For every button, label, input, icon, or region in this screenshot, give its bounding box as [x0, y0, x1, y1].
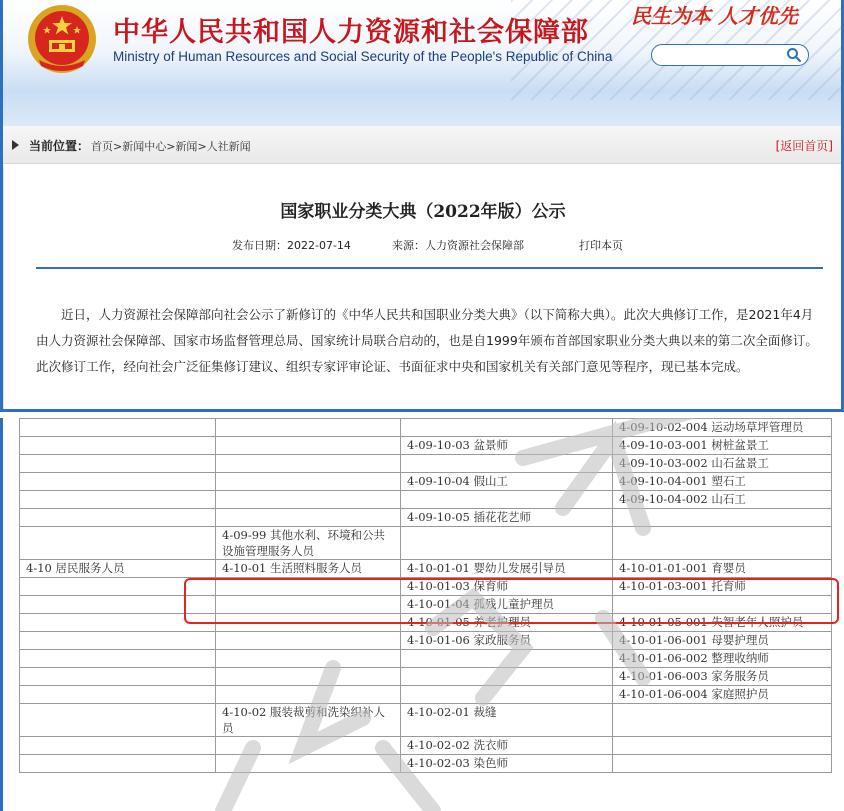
table-row — [20, 491, 832, 509]
table-row — [20, 755, 832, 773]
occupation-cell — [613, 596, 832, 614]
medium-group-cell — [216, 668, 401, 686]
major-group-cell — [20, 668, 216, 686]
table-row — [20, 509, 832, 527]
medium-group-cell — [216, 419, 401, 437]
site-banner — [3, 0, 841, 126]
occupation-cell: 4-10-01-06-003 家务服务员 — [613, 668, 832, 686]
occupation-cell: 4-09-10-02-004 运动场草坪管理员 — [613, 419, 832, 437]
major-group-cell — [20, 455, 216, 473]
table-row — [20, 632, 832, 650]
major-group-cell — [20, 737, 216, 755]
breadcrumb-separator: > — [166, 140, 176, 153]
medium-group-cell — [216, 650, 401, 668]
occupation-cell: 4-09-10-03-001 树桩盆景工 — [613, 437, 832, 455]
title-divider — [36, 267, 823, 269]
major-group-cell — [20, 632, 216, 650]
document-screenshot — [0, 418, 844, 811]
site-title-chinese: 中华人民共和国人力资源和社会保障部 — [113, 17, 589, 48]
medium-group-cell — [216, 491, 401, 509]
table-row — [20, 560, 832, 578]
table-row — [20, 596, 832, 614]
minor-group-cell — [401, 668, 613, 686]
occupation-cell: 4-10-01-03-001 托育师 — [613, 578, 832, 596]
table-row — [20, 437, 832, 455]
breadcrumb-separator: > — [113, 140, 123, 153]
major-group-cell — [20, 704, 216, 737]
breadcrumb-item-hrss-news[interactable]: 人社新闻 — [206, 140, 251, 153]
occupation-cell — [613, 737, 832, 755]
major-group-cell — [20, 686, 216, 704]
article-body: 近日，人力资源社会保障部向社会公示了新修订的《中华人民共和国职业分类大典》（以下简称大典）。此次大典修订工作，是2021年4月由人力资源社会保障部、国家市场监督管理总局、国家统计局联合启动的，也是自1999年颁布首部国家职业分类大典以来的第二次全面修订。此次修订工作，经向社会广泛征集修订建议、组织专家评审论证、书面征求中央和国家机关有关部门意见等程序，现已基本完成。 — [36, 307, 818, 374]
table-row — [20, 737, 832, 755]
medium-group-cell — [216, 509, 401, 527]
occupation-cell: 4-09-10-04-001 塑石工 — [613, 473, 832, 491]
minor-group-cell — [401, 419, 613, 437]
major-group-cell — [20, 491, 216, 509]
minor-group-cell: 4-10-02-02 洗衣师 — [401, 737, 613, 755]
breadcrumb — [3, 126, 841, 164]
major-group-cell — [20, 527, 216, 560]
minor-group-cell: 4-10-01-04 孤残儿童护理员 — [401, 596, 613, 614]
search-icon[interactable] — [786, 47, 802, 63]
breadcrumb-path — [91, 138, 251, 154]
search-input[interactable] — [660, 47, 780, 63]
major-group-cell — [20, 596, 216, 614]
breadcrumb-item-news-center[interactable]: 新闻中心 — [122, 140, 167, 153]
minor-group-cell: 4-09-10-04 假山工 — [401, 473, 613, 491]
major-group-cell — [20, 473, 216, 491]
occupation-cell: 4-09-10-03-002 山石盆景工 — [613, 455, 832, 473]
site-title-english: Ministry of Human Resources and Social Security of the People's Republic of China — [113, 49, 613, 64]
article-source: 来源：人力资源社会保障部 — [392, 239, 524, 252]
table-row — [20, 668, 832, 686]
medium-group-cell: 4-10-01 生活照料服务人员 — [216, 560, 401, 578]
minor-group-cell — [401, 491, 613, 509]
occupation-cell — [613, 755, 832, 773]
print-page-link[interactable]: 打印本页 — [579, 239, 623, 252]
major-group-cell — [20, 419, 216, 437]
medium-group-cell: 4-09-99 其他水利、环境和公共设施管理服务人员 — [216, 527, 401, 560]
occupation-cell: 4-10-01-06-004 家庭照护员 — [613, 686, 832, 704]
occupation-cell: 4-10-01-06-001 母婴护理员 — [613, 632, 832, 650]
table-row — [20, 419, 832, 437]
minor-group-cell: 4-10-02-01 裁缝 — [401, 704, 613, 737]
occupation-cell: 4-10-01-05-001 失智老年人照护员 — [613, 614, 832, 632]
medium-group-cell — [216, 455, 401, 473]
breadcrumb-separator: > — [197, 140, 207, 153]
article-title: 国家职业分类大典（2022年版）公示 — [280, 202, 566, 222]
article — [3, 165, 841, 409]
article-meta — [4, 237, 842, 253]
occupation-cell: 4-10-01-01-001 育婴员 — [613, 560, 832, 578]
medium-group-cell — [216, 755, 401, 773]
minor-group-cell: 4-10-02-03 染色师 — [401, 755, 613, 773]
medium-group-cell — [216, 473, 401, 491]
occupation-cell — [613, 509, 832, 527]
major-group-cell — [20, 578, 216, 596]
medium-group-cell: 4-10-02 服装裁剪和洗染织补人员 — [216, 704, 401, 737]
table-row — [20, 650, 832, 668]
search-box[interactable] — [651, 44, 809, 66]
occupation-cell — [613, 704, 832, 737]
major-group-cell: 4-10 居民服务人员 — [20, 560, 216, 578]
breadcrumb-item-news[interactable]: 新闻 — [175, 140, 198, 153]
minor-group-cell — [401, 455, 613, 473]
medium-group-cell — [216, 614, 401, 632]
minor-group-cell: 4-10-01-06 家政服务员 — [401, 632, 613, 650]
publish-date: 发布日期：2022-07-14 — [232, 239, 351, 252]
medium-group-cell — [216, 632, 401, 650]
minor-group-cell: 4-09-10-03 盆景师 — [401, 437, 613, 455]
back-home-link[interactable]: [返回首页] — [775, 139, 833, 153]
major-group-cell — [20, 650, 216, 668]
medium-group-cell — [216, 686, 401, 704]
site-slogan: 民生为本 人才优先 — [631, 4, 798, 28]
occupation-cell: 4-09-10-04-002 山石工 — [613, 491, 832, 509]
table-row — [20, 686, 832, 704]
minor-group-cell: 4-10-01-01 婴幼儿发展引导员 — [401, 560, 613, 578]
minor-group-cell: 4-10-01-03 保育师 — [401, 578, 613, 596]
breadcrumb-label: 当前位置： — [29, 139, 90, 153]
table-row — [20, 578, 832, 596]
minor-group-cell — [401, 527, 613, 560]
major-group-cell — [20, 509, 216, 527]
breadcrumb-item-home[interactable]: 首页 — [91, 140, 113, 153]
major-group-cell — [20, 755, 216, 773]
table-row — [20, 527, 832, 560]
major-group-cell — [20, 437, 216, 455]
medium-group-cell — [216, 437, 401, 455]
minor-group-cell: 4-10-01-05 养老护理员 — [401, 614, 613, 632]
table-row — [20, 614, 832, 632]
table-row — [20, 704, 832, 737]
play-arrow-icon — [12, 140, 19, 150]
minor-group-cell — [401, 650, 613, 668]
medium-group-cell — [216, 596, 401, 614]
table-row — [20, 473, 832, 491]
table-row — [20, 455, 832, 473]
occupation-cell — [613, 527, 832, 560]
major-group-cell — [20, 614, 216, 632]
minor-group-cell — [401, 686, 613, 704]
medium-group-cell — [216, 737, 401, 755]
occupation-cell: 4-10-01-06-002 整理收纳师 — [613, 650, 832, 668]
minor-group-cell: 4-09-10-05 插花花艺师 — [401, 509, 613, 527]
occupation-classification-table — [19, 418, 832, 773]
medium-group-cell — [216, 578, 401, 596]
national-emblem-icon — [25, 2, 99, 76]
